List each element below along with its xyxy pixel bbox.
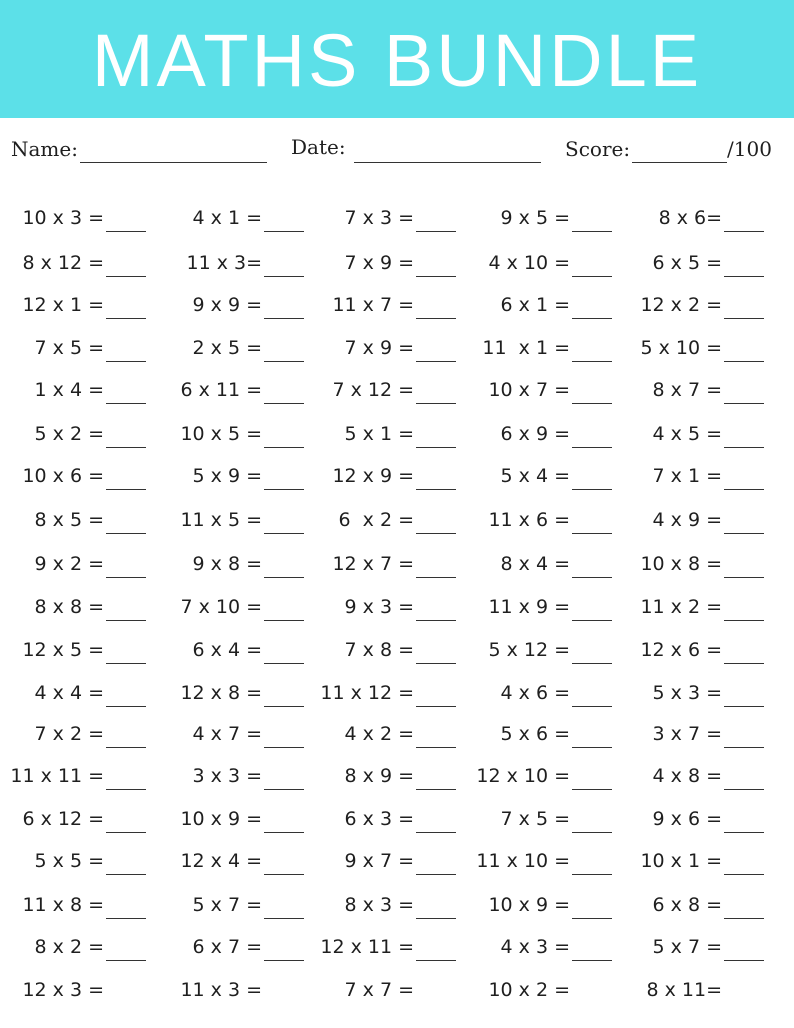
problem-item	[152, 807, 262, 837]
answer-blank[interactable]	[572, 832, 612, 833]
answer-blank[interactable]	[264, 918, 304, 919]
problem-item	[304, 552, 414, 582]
answer-blank[interactable]	[416, 960, 456, 961]
problem-text: 8 x 2 =	[34, 936, 104, 958]
answer-blank[interactable]	[264, 403, 304, 404]
problem-item	[460, 508, 570, 538]
answer-blank[interactable]	[724, 318, 764, 319]
answer-blank[interactable]	[572, 620, 612, 621]
problem-item	[460, 978, 570, 1008]
problem-text: 8 x 4 =	[500, 553, 570, 575]
problem-item	[460, 764, 570, 794]
problem-text: 4 x 2 =	[344, 723, 414, 745]
problem-text: 10 x 1 =	[640, 850, 722, 872]
problem-text: 11 x 2 =	[640, 596, 722, 618]
problem-item	[460, 849, 570, 879]
problem-item	[612, 893, 722, 923]
score-total: /100	[727, 137, 772, 161]
answer-blank[interactable]	[572, 577, 612, 578]
problem-item	[304, 595, 414, 625]
problem-item	[304, 251, 414, 281]
problem-text: 10 x 9 =	[488, 894, 570, 916]
problem-text: 4 x 6 =	[500, 682, 570, 704]
answer-blank[interactable]	[264, 832, 304, 833]
problem-item	[460, 681, 570, 711]
answer-blank[interactable]	[106, 276, 146, 277]
problem-item	[612, 807, 722, 837]
problem-text: 6 x 3 =	[344, 808, 414, 830]
problem-text: 9 x 6 =	[652, 808, 722, 830]
problem-item	[152, 935, 262, 965]
problem-text: 9 x 5 =	[500, 207, 570, 229]
problem-text: 11 x 3=	[186, 252, 262, 274]
problem-item	[460, 638, 570, 668]
problem-text: 10 x 3 =	[22, 207, 104, 229]
problem-item	[612, 764, 722, 794]
answer-blank[interactable]	[724, 577, 764, 578]
problem-item	[0, 978, 104, 1008]
problem-item	[152, 508, 262, 538]
problem-text: 4 x 8 =	[652, 765, 722, 787]
answer-blank[interactable]	[724, 489, 764, 490]
problem-item	[0, 508, 104, 538]
answer-blank[interactable]	[572, 663, 612, 664]
answer-blank[interactable]	[416, 361, 456, 362]
problem-text: 11 x 10 =	[476, 850, 570, 872]
problem-item	[460, 552, 570, 582]
problem-text: 10 x 7 =	[488, 379, 570, 401]
problem-text: 11 x 8 =	[22, 894, 104, 916]
problem-text: 8 x 8 =	[34, 596, 104, 618]
problem-text: 12 x 9 =	[332, 465, 414, 487]
problem-text: 7 x 9 =	[344, 337, 414, 359]
answer-blank[interactable]	[106, 403, 146, 404]
answer-blank[interactable]	[724, 706, 764, 707]
problem-text: 4 x 4 =	[34, 682, 104, 704]
problem-item	[304, 764, 414, 794]
problem-text: 11 x 11 =	[10, 765, 104, 787]
problem-item	[0, 336, 104, 366]
problem-text: 5 x 2 =	[34, 423, 104, 445]
problem-text: 11 x 3 =	[180, 979, 262, 1001]
problem-text: 4 x 5 =	[652, 423, 722, 445]
answer-blank[interactable]	[416, 874, 456, 875]
page-title: MATHS BUNDLE	[91, 19, 703, 102]
problem-item	[0, 378, 104, 408]
problem-item	[0, 638, 104, 668]
problem-item	[304, 722, 414, 752]
answer-blank[interactable]	[264, 789, 304, 790]
answer-blank[interactable]	[572, 789, 612, 790]
answer-blank[interactable]	[724, 533, 764, 534]
problem-item	[460, 206, 570, 236]
problem-text: 6 x 12 =	[22, 808, 104, 830]
answer-blank[interactable]	[572, 874, 612, 875]
problem-item	[304, 638, 414, 668]
answer-blank[interactable]	[416, 447, 456, 448]
problem-item	[612, 378, 722, 408]
problem-item	[304, 849, 414, 879]
problem-text: 9 x 3 =	[344, 596, 414, 618]
answer-blank[interactable]	[724, 789, 764, 790]
answer-blank[interactable]	[264, 318, 304, 319]
answer-blank[interactable]	[416, 318, 456, 319]
answer-blank[interactable]	[724, 960, 764, 961]
answer-blank[interactable]	[416, 577, 456, 578]
answer-blank[interactable]	[572, 706, 612, 707]
problem-text: 12 x 1 =	[22, 294, 104, 316]
problem-item	[460, 422, 570, 452]
problem-item	[152, 764, 262, 794]
problem-item	[612, 251, 722, 281]
problem-item	[460, 378, 570, 408]
problem-item	[612, 508, 722, 538]
answer-blank[interactable]	[106, 706, 146, 707]
problem-text: 11 x 7 =	[332, 294, 414, 316]
answer-blank[interactable]	[106, 918, 146, 919]
problem-text: 6 x 1 =	[500, 294, 570, 316]
problem-text: 8 x 9 =	[344, 765, 414, 787]
problem-item	[0, 552, 104, 582]
answer-blank[interactable]	[724, 747, 764, 748]
answer-blank[interactable]	[264, 874, 304, 875]
problem-text: 5 x 1 =	[344, 423, 414, 445]
date-label: Date:	[291, 135, 346, 159]
problem-item	[304, 508, 414, 538]
problem-text: 12 x 8 =	[180, 682, 262, 704]
answer-blank[interactable]	[416, 231, 456, 232]
problem-text: 6 x 2 =	[338, 509, 414, 531]
answer-blank[interactable]	[106, 231, 146, 232]
problem-text: 5 x 3 =	[652, 682, 722, 704]
problem-text: 5 x 5 =	[34, 850, 104, 872]
problem-item	[460, 807, 570, 837]
problem-text: 11 x 1 =	[482, 337, 570, 359]
problem-item	[152, 849, 262, 879]
problem-text: 3 x 7 =	[652, 723, 722, 745]
problem-text: 8 x 5 =	[34, 509, 104, 531]
problem-item	[152, 293, 262, 323]
problem-text: 11 x 9 =	[488, 596, 570, 618]
problem-item	[152, 681, 262, 711]
answer-blank[interactable]	[264, 533, 304, 534]
problem-text: 7 x 12 =	[332, 379, 414, 401]
problem-text: 12 x 10 =	[476, 765, 570, 787]
answer-blank[interactable]	[106, 318, 146, 319]
answer-blank[interactable]	[572, 276, 612, 277]
answer-blank[interactable]	[416, 747, 456, 748]
answer-blank[interactable]	[416, 918, 456, 919]
problem-item	[152, 464, 262, 494]
problem-text: 7 x 7 =	[344, 979, 414, 1001]
answer-blank[interactable]	[106, 533, 146, 534]
answer-blank[interactable]	[416, 789, 456, 790]
problem-item	[460, 595, 570, 625]
problem-text: 5 x 10 =	[640, 337, 722, 359]
problem-text: 4 x 1 =	[192, 207, 262, 229]
problem-item	[0, 206, 104, 236]
answer-blank[interactable]	[264, 960, 304, 961]
answer-blank[interactable]	[572, 918, 612, 919]
answer-blank[interactable]	[264, 489, 304, 490]
problem-text: 8 x 3 =	[344, 894, 414, 916]
answer-blank[interactable]	[416, 663, 456, 664]
problem-text: 9 x 9 =	[192, 294, 262, 316]
answer-blank[interactable]	[264, 361, 304, 362]
answer-blank[interactable]	[106, 489, 146, 490]
answer-blank[interactable]	[572, 361, 612, 362]
problem-item	[304, 978, 414, 1008]
answer-blank[interactable]	[572, 533, 612, 534]
problem-item	[0, 293, 104, 323]
answer-blank[interactable]	[724, 231, 764, 232]
answer-blank[interactable]	[106, 620, 146, 621]
problem-item	[0, 935, 104, 965]
problem-text: 12 x 11 =	[320, 936, 414, 958]
problem-text: 7 x 9 =	[344, 252, 414, 274]
problem-text: 10 x 5 =	[180, 423, 262, 445]
problem-text: 5 x 7 =	[192, 894, 262, 916]
problem-item	[0, 681, 104, 711]
problem-item	[0, 893, 104, 923]
problem-text: 3 x 3 =	[192, 765, 262, 787]
problem-item	[460, 935, 570, 965]
answer-blank[interactable]	[416, 706, 456, 707]
score-label: Score:	[565, 137, 631, 161]
problem-text: 4 x 3 =	[500, 936, 570, 958]
answer-blank[interactable]	[724, 447, 764, 448]
answer-blank[interactable]	[264, 577, 304, 578]
problem-item	[0, 807, 104, 837]
problem-item	[612, 422, 722, 452]
problem-text: 1 x 4 =	[34, 379, 104, 401]
problem-text: 7 x 5 =	[34, 337, 104, 359]
answer-blank[interactable]	[106, 960, 146, 961]
answer-blank[interactable]	[724, 361, 764, 362]
problem-text: 12 x 2 =	[640, 294, 722, 316]
answer-blank[interactable]	[572, 489, 612, 490]
answer-blank[interactable]	[264, 706, 304, 707]
answer-blank[interactable]	[416, 489, 456, 490]
answer-blank[interactable]	[416, 832, 456, 833]
problem-text: 11 x 12 =	[320, 682, 414, 704]
problem-text: 7 x 5 =	[500, 808, 570, 830]
problem-text: 7 x 8 =	[344, 639, 414, 661]
answer-blank[interactable]	[724, 832, 764, 833]
answer-blank[interactable]	[264, 663, 304, 664]
problem-item	[612, 336, 722, 366]
problem-item	[460, 251, 570, 281]
problem-text: 6 x 7 =	[192, 936, 262, 958]
problem-item	[460, 336, 570, 366]
problem-item	[304, 293, 414, 323]
problem-item	[460, 893, 570, 923]
answer-blank[interactable]	[724, 620, 764, 621]
problem-item	[612, 464, 722, 494]
problem-text: 4 x 9 =	[652, 509, 722, 531]
answer-blank[interactable]	[106, 663, 146, 664]
answer-blank[interactable]	[106, 447, 146, 448]
problem-text: 8 x 6=	[658, 207, 722, 229]
problem-text: 5 x 7 =	[652, 936, 722, 958]
problem-text: 10 x 2 =	[488, 979, 570, 1001]
answer-blank[interactable]	[724, 874, 764, 875]
problem-item	[152, 722, 262, 752]
answer-blank[interactable]	[572, 447, 612, 448]
problem-item	[152, 251, 262, 281]
answer-blank[interactable]	[724, 918, 764, 919]
answer-blank[interactable]	[416, 403, 456, 404]
problem-text: 8 x 11=	[646, 979, 722, 1001]
problem-text: 10 x 6 =	[22, 465, 104, 487]
problem-item	[304, 206, 414, 236]
problem-item	[304, 681, 414, 711]
problem-item	[0, 464, 104, 494]
problem-item	[0, 595, 104, 625]
problem-item	[460, 722, 570, 752]
problem-item	[304, 336, 414, 366]
problem-item	[612, 206, 722, 236]
problem-item	[304, 807, 414, 837]
problem-item	[460, 293, 570, 323]
problem-text: 6 x 11 =	[180, 379, 262, 401]
answer-blank[interactable]	[572, 231, 612, 232]
problem-text: 9 x 8 =	[192, 553, 262, 575]
problem-item	[612, 935, 722, 965]
problem-text: 6 x 8 =	[652, 894, 722, 916]
problem-item	[612, 849, 722, 879]
problem-item	[152, 378, 262, 408]
problem-text: 9 x 7 =	[344, 850, 414, 872]
problem-item	[460, 464, 570, 494]
problem-item	[612, 681, 722, 711]
problem-text: 11 x 5 =	[180, 509, 262, 531]
problem-text: 6 x 4 =	[192, 639, 262, 661]
problem-text: 6 x 9 =	[500, 423, 570, 445]
problem-text: 11 x 6 =	[488, 509, 570, 531]
answer-blank[interactable]	[106, 747, 146, 748]
problem-text: 7 x 10 =	[180, 596, 262, 618]
problem-item	[612, 552, 722, 582]
problem-text: 4 x 7 =	[192, 723, 262, 745]
problem-text: 4 x 10 =	[488, 252, 570, 274]
problem-text: 9 x 2 =	[34, 553, 104, 575]
problem-text: 5 x 6 =	[500, 723, 570, 745]
problem-text: 10 x 8 =	[640, 553, 722, 575]
problem-text: 5 x 4 =	[500, 465, 570, 487]
answer-blank[interactable]	[416, 276, 456, 277]
answer-blank[interactable]	[106, 789, 146, 790]
problem-item	[612, 293, 722, 323]
answer-blank[interactable]	[724, 276, 764, 277]
answer-blank[interactable]	[264, 620, 304, 621]
problem-item	[612, 595, 722, 625]
answer-blank[interactable]	[264, 276, 304, 277]
answer-blank[interactable]	[724, 403, 764, 404]
answer-blank[interactable]	[572, 960, 612, 961]
problem-item	[152, 595, 262, 625]
answer-blank[interactable]	[264, 231, 304, 232]
answer-blank[interactable]	[264, 447, 304, 448]
answer-blank[interactable]	[724, 663, 764, 664]
answer-blank[interactable]	[106, 874, 146, 875]
problem-item	[0, 251, 104, 281]
problem-text: 12 x 6 =	[640, 639, 722, 661]
problem-text: 7 x 3 =	[344, 207, 414, 229]
answer-blank[interactable]	[416, 533, 456, 534]
name-label: Name:	[11, 137, 78, 161]
problem-text: 8 x 12 =	[22, 252, 104, 274]
problem-text: 12 x 4 =	[180, 850, 262, 872]
problem-text: 8 x 7 =	[652, 379, 722, 401]
problem-text: 5 x 12 =	[488, 639, 570, 661]
answer-blank[interactable]	[572, 747, 612, 748]
answer-blank[interactable]	[572, 403, 612, 404]
problem-item	[612, 722, 722, 752]
problem-item	[0, 722, 104, 752]
problem-item	[304, 422, 414, 452]
problem-item	[152, 206, 262, 236]
answer-blank[interactable]	[106, 832, 146, 833]
problem-item	[0, 764, 104, 794]
answer-blank[interactable]	[106, 361, 146, 362]
answer-blank[interactable]	[264, 747, 304, 748]
problem-text: 12 x 7 =	[332, 553, 414, 575]
problem-text: 6 x 5 =	[652, 252, 722, 274]
problem-item	[152, 336, 262, 366]
problem-text: 12 x 5 =	[22, 639, 104, 661]
problem-item	[152, 422, 262, 452]
problem-text: 10 x 9 =	[180, 808, 262, 830]
problem-item	[612, 638, 722, 668]
answer-blank[interactable]	[416, 620, 456, 621]
problem-item	[304, 464, 414, 494]
problem-item	[304, 935, 414, 965]
problem-text: 2 x 5 =	[192, 337, 262, 359]
answer-blank[interactable]	[106, 577, 146, 578]
problem-item	[304, 378, 414, 408]
problem-item	[152, 893, 262, 923]
problem-item	[304, 893, 414, 923]
problem-text: 5 x 9 =	[192, 465, 262, 487]
problem-item	[612, 978, 722, 1008]
problem-item	[152, 978, 262, 1008]
problem-text: 7 x 1 =	[652, 465, 722, 487]
problem-item	[0, 849, 104, 879]
problem-text: 7 x 2 =	[34, 723, 104, 745]
answer-blank[interactable]	[572, 318, 612, 319]
problem-text: 12 x 3 =	[22, 979, 104, 1001]
problem-item	[0, 422, 104, 452]
problem-item	[152, 552, 262, 582]
problem-item	[152, 638, 262, 668]
